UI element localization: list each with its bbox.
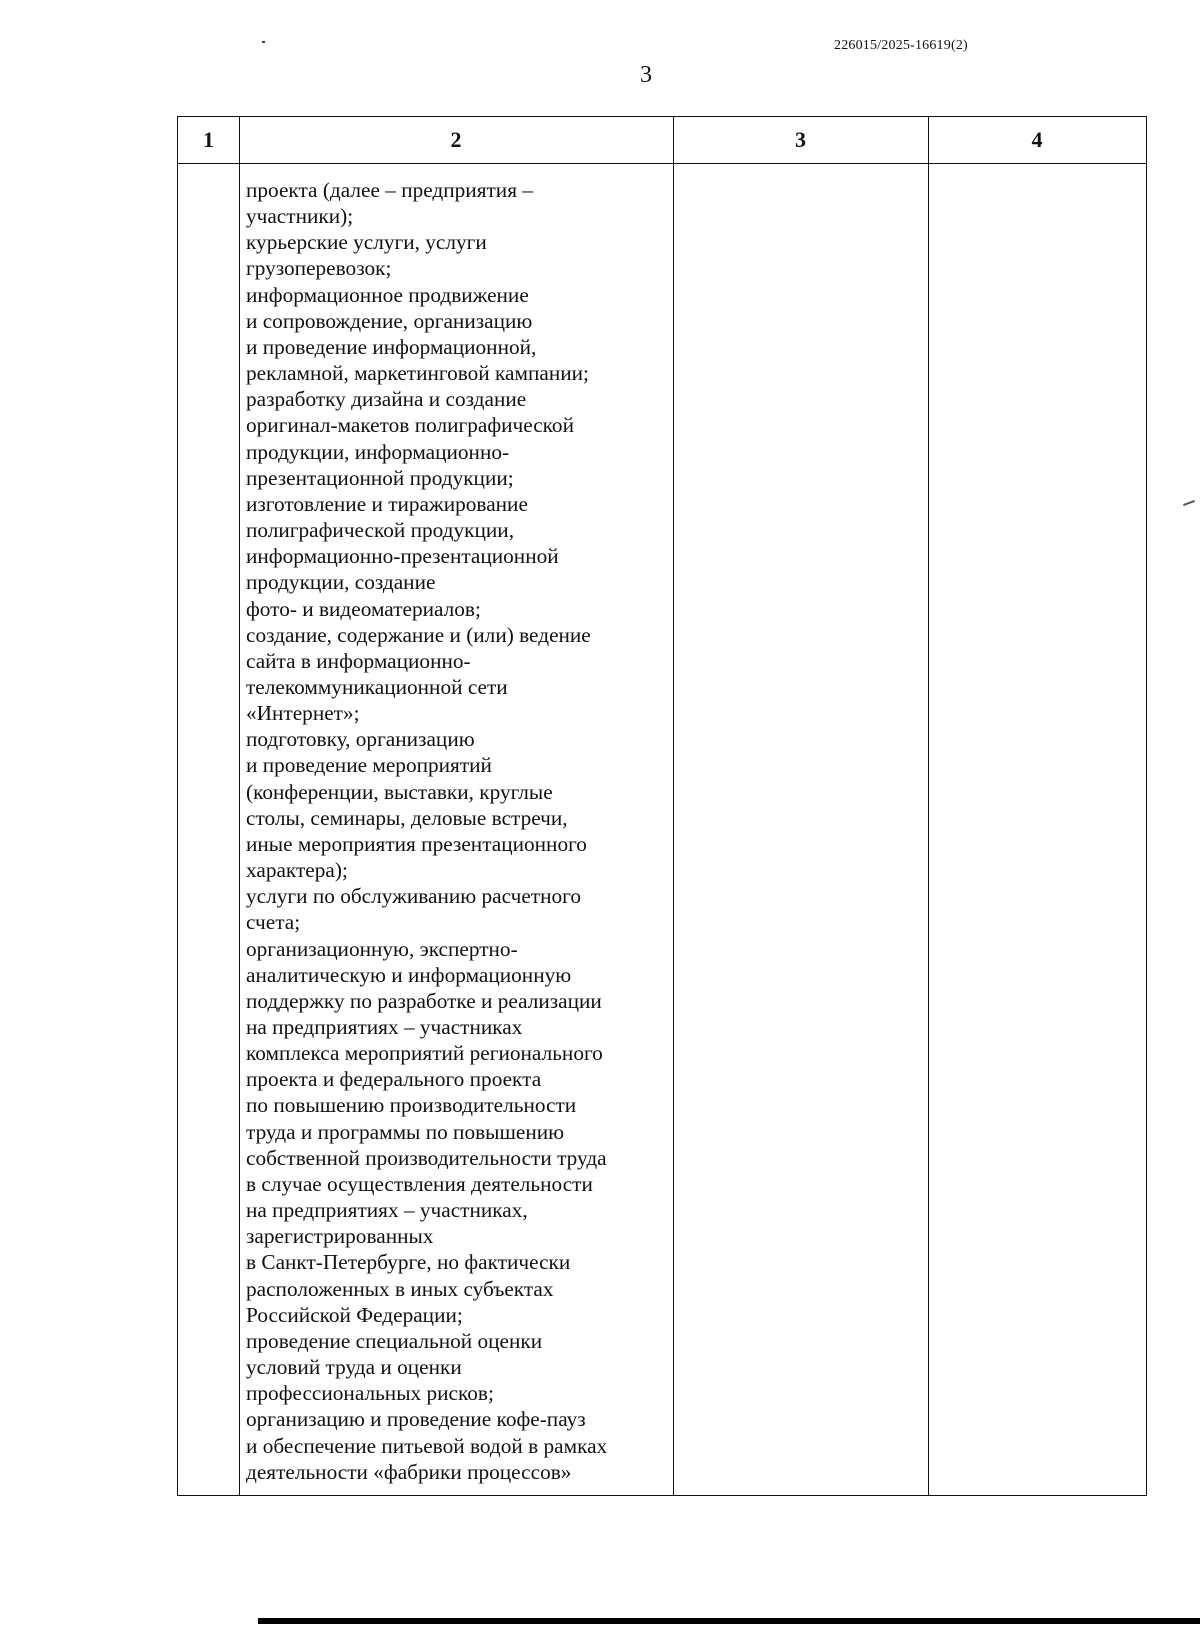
cell-text-line: оригинал-макетов полиграфической bbox=[246, 413, 574, 438]
cell-text-line: и сопровождение, организацию bbox=[246, 308, 533, 333]
cell-text-line: подготовку, организацию bbox=[246, 727, 475, 752]
cell-text-line: услуги по обслуживанию расчетного bbox=[246, 884, 581, 909]
cell-text-line: в случае осуществления деятельности bbox=[246, 1171, 593, 1196]
cell-text-line: профессиональных рисков; bbox=[246, 1381, 494, 1406]
document-number: 226015/2025-16619(2) bbox=[834, 38, 968, 53]
cell-text-line: полиграфической продукции, bbox=[246, 518, 515, 543]
cell-text-line: изготовление и тиражирование bbox=[246, 491, 528, 516]
cell-text-line: в Санкт-Петербурге, но фактически bbox=[246, 1250, 571, 1275]
column-header-3: 3 bbox=[795, 127, 806, 152]
cell-text-line: по повышению производительности bbox=[246, 1093, 577, 1118]
cell-text-line: участники); bbox=[246, 204, 354, 229]
cell-text-line: счета; bbox=[246, 910, 301, 935]
scan-artifact-right bbox=[1183, 500, 1195, 506]
cell-text-line: информационно-презентационной bbox=[246, 544, 559, 569]
cell-text-line: характера); bbox=[246, 858, 348, 883]
column-divider-3 bbox=[928, 117, 929, 1495]
cell-text-line: грузоперевозок; bbox=[246, 256, 392, 281]
cell-text-line: фото- и видеоматериалов; bbox=[246, 596, 481, 621]
cell-text-line: рекламной, маркетинговой кампании; bbox=[246, 361, 589, 386]
cell-text-line: организацию и проведение кофе-пауз bbox=[246, 1407, 586, 1432]
cell-text-line: продукции, информационно- bbox=[246, 439, 510, 464]
cell-text-line: расположенных в иных субъектах bbox=[246, 1276, 554, 1301]
column-header-1: 1 bbox=[203, 127, 214, 152]
scan-bottom-edge bbox=[258, 1618, 1200, 1624]
cell-text-line: столы, семинары, деловые встречи, bbox=[246, 805, 568, 830]
cell-text-line: продукции, создание bbox=[246, 570, 436, 595]
cell-text-line: на предприятиях – участниках bbox=[246, 1015, 523, 1039]
cell-text-line: поддержку по разработке и реализации bbox=[246, 988, 602, 1013]
header-row-divider bbox=[178, 163, 1146, 164]
cell-text-line: телекоммуникационной сети bbox=[246, 674, 508, 699]
cell-text-line: информационное продвижение bbox=[246, 282, 529, 307]
column-divider-1 bbox=[239, 117, 240, 1495]
cell-text-line: условий труда и оценки bbox=[246, 1355, 462, 1380]
cell-text-line: аналитическую и информационную bbox=[246, 962, 572, 987]
cell-text-line: (конференции, выставки, круглые bbox=[246, 779, 553, 804]
cell-text-line: зарегистрированных bbox=[246, 1224, 434, 1249]
cell-text-line: собственной производительности труда bbox=[246, 1145, 607, 1170]
column-header-4: 4 bbox=[1031, 127, 1043, 152]
cell-text-line: сайта в информационно- bbox=[246, 648, 471, 673]
cell-text-line: проведение специальной оценки bbox=[246, 1328, 543, 1353]
cell-text-line: презентационной продукции; bbox=[246, 465, 514, 490]
cell-text-line: организационную, экспертно- bbox=[246, 936, 518, 961]
table-cell-col2-text bbox=[246, 177, 676, 1485]
cell-text-line: создание, содержание и (или) ведение bbox=[246, 622, 591, 647]
cell-text-line: комплекса мероприятий регионального bbox=[246, 1041, 603, 1066]
cell-text-line: проекта и федерального проекта bbox=[246, 1067, 542, 1092]
cell-text-line: и проведение мероприятий bbox=[246, 753, 492, 778]
cell-text-line: труда и программы по повышению bbox=[246, 1119, 565, 1144]
cell-text-line: и проведение информационной, bbox=[246, 334, 537, 359]
cell-text-line: проекта (далее – предприятия – bbox=[246, 178, 533, 202]
column-header-2: 2 bbox=[450, 127, 462, 152]
cell-text-line: и обеспечение питьевой водой в рамках bbox=[246, 1433, 608, 1458]
cell-text-line: на предприятиях – участниках, bbox=[246, 1198, 528, 1223]
scan-artifact-top bbox=[262, 41, 265, 43]
cell-text-line: Российской Федерации; bbox=[246, 1302, 463, 1327]
cell-text-line: деятельности «фабрики процессов» bbox=[246, 1459, 572, 1484]
page-number: 3 bbox=[640, 62, 652, 88]
cell-text-line: иные мероприятия презентационного bbox=[246, 831, 587, 856]
cell-text-line: «Интернет»; bbox=[246, 701, 360, 726]
cell-text-line: курьерские услуги, услуги bbox=[246, 230, 487, 255]
cell-text-line: разработку дизайна и создание bbox=[246, 387, 527, 412]
